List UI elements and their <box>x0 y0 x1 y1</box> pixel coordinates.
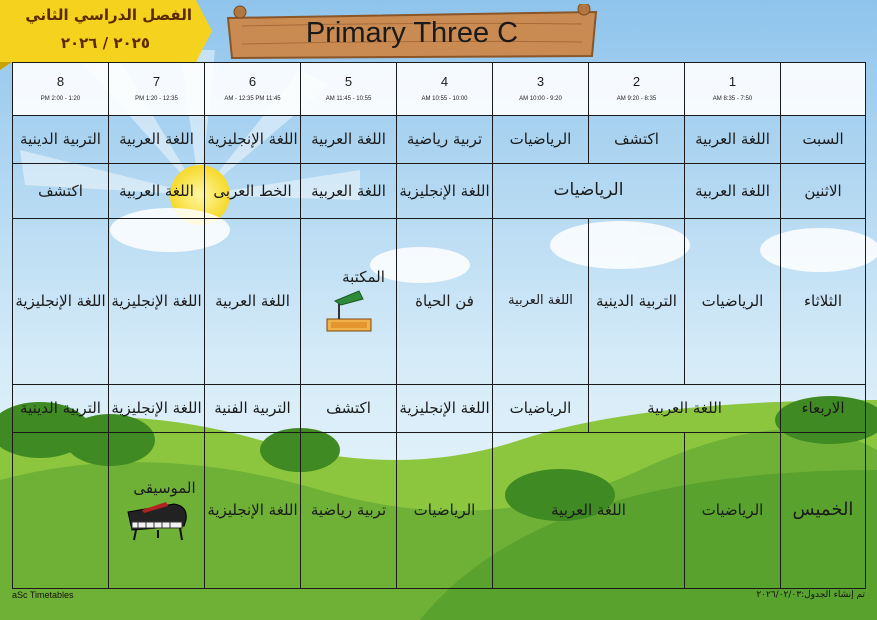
period-header <box>109 63 205 116</box>
period-header <box>13 63 109 116</box>
lesson-cell: الخط العربى <box>205 164 301 218</box>
period-time: 7:50 - 8:35 AM <box>712 96 753 103</box>
lesson-cell: اللغة الإنجليزية <box>109 384 205 432</box>
period-time: 10:00 - 10:55 AM <box>421 96 468 103</box>
library-label: المكتبة <box>342 267 385 286</box>
lesson-cell: اللغة الإنجليزية <box>205 116 301 164</box>
lesson-cell: اللغة الإنجليزية <box>397 164 493 218</box>
lesson-cell: الرياضيات <box>685 218 781 384</box>
period-header <box>493 63 589 116</box>
period-time: 9:20 - 10:00 AM <box>519 96 562 103</box>
period-number: 4 <box>440 74 449 90</box>
lesson-cell: اللغة العربية <box>301 164 397 218</box>
year-label: ٢٠٢٥ / ٢٠٢٦ <box>60 34 150 52</box>
lesson-cell: اللغة العربية <box>685 116 781 164</box>
day-row-monday <box>13 164 866 218</box>
period-time: 11:45 AM - 12:35 PM <box>224 96 281 103</box>
lesson-cell-empty <box>13 432 109 588</box>
lesson-cell: الرياضيات <box>685 432 781 588</box>
lesson-cell: الرياضيات <box>397 432 493 588</box>
period-number: 6 <box>248 74 257 90</box>
period-time: 8:35 - 9:20 AM <box>616 96 657 103</box>
lesson-cell: تربية رياضية <box>301 432 397 588</box>
period-number: 8 <box>56 74 65 90</box>
period-header <box>397 63 493 116</box>
lesson-cell: اللغة العربية <box>589 384 781 432</box>
lamp-icon <box>319 287 379 335</box>
semester-banner <box>0 0 212 70</box>
lesson-cell: التربية الدينية <box>13 116 109 164</box>
lesson-cell: اكتشف <box>589 116 685 164</box>
lesson-cell: اللغة العربية <box>301 116 397 164</box>
period-time: 12:35 - 1:20 PM <box>135 96 178 103</box>
period-header <box>301 63 397 116</box>
period-header <box>685 63 781 116</box>
lesson-cell: تربية رياضية <box>397 116 493 164</box>
lesson-cell: اللغة الإنجليزية <box>205 432 301 588</box>
day-row-thursday <box>13 432 866 588</box>
lesson-cell: اللغة الإنجليزية <box>397 384 493 432</box>
period-number: 5 <box>344 74 353 90</box>
day-label: الاربعاء <box>781 384 866 432</box>
corner-cell <box>781 63 866 116</box>
lesson-cell: اللغة العربية <box>205 218 301 384</box>
day-label: الاثنين <box>781 164 866 218</box>
period-number: 2 <box>632 74 641 90</box>
period-header <box>205 63 301 116</box>
lesson-cell-library <box>301 218 397 384</box>
lesson-cell-music <box>109 432 205 588</box>
music-label: الموسيقى <box>133 479 196 498</box>
lesson-cell: اللغة العربية <box>493 218 589 384</box>
day-label: الخميس <box>781 432 866 588</box>
period-time: 1:20 - 2:00 PM <box>40 96 81 103</box>
lesson-cell: الرياضيات <box>493 164 685 218</box>
lesson-cell: فن الحياة <box>397 218 493 384</box>
piano-icon <box>122 498 192 542</box>
page-title: Primary Three C <box>305 17 519 49</box>
lesson-cell: اكتشف <box>301 384 397 432</box>
day-row-wednesday <box>13 384 866 432</box>
day-label: الثلاثاء <box>781 218 866 384</box>
lesson-cell: اللغة العربية <box>109 164 205 218</box>
lesson-cell: اكتشف <box>13 164 109 218</box>
lesson-cell: الرياضيات <box>493 384 589 432</box>
lesson-cell: الرياضيات <box>493 116 589 164</box>
period-time: 10:55 - 11:45 AM <box>325 96 372 103</box>
day-row-saturday <box>13 116 866 164</box>
period-number: 3 <box>536 74 545 90</box>
lesson-cell: اللغة الإنجليزية <box>13 218 109 384</box>
timetable <box>12 62 866 589</box>
footer-created-date: تم إنشاء الجدول:٢٠٢٦/٠٢/٠٣ <box>756 590 865 600</box>
lesson-cell: التربية الدينية <box>13 384 109 432</box>
lesson-cell: اللغة العربية <box>109 116 205 164</box>
lesson-cell: اللغة العربية <box>685 164 781 218</box>
footer-app-name: aSc Timetables <box>12 590 74 600</box>
period-header-row <box>13 63 866 116</box>
lesson-cell: التربية الفنية <box>205 384 301 432</box>
lesson-cell: اللغة الإنجليزية <box>109 218 205 384</box>
day-row-tuesday <box>13 218 866 384</box>
period-number: 1 <box>728 74 737 90</box>
lesson-cell: اللغة العربية <box>493 432 685 588</box>
period-header <box>589 63 685 116</box>
period-number: 7 <box>152 74 161 90</box>
title-sign <box>222 4 602 62</box>
lesson-cell: التربية الدينية <box>589 218 685 384</box>
day-label: السبت <box>781 116 866 164</box>
semester-label: الفصل الدراسي الثاني <box>25 6 192 24</box>
